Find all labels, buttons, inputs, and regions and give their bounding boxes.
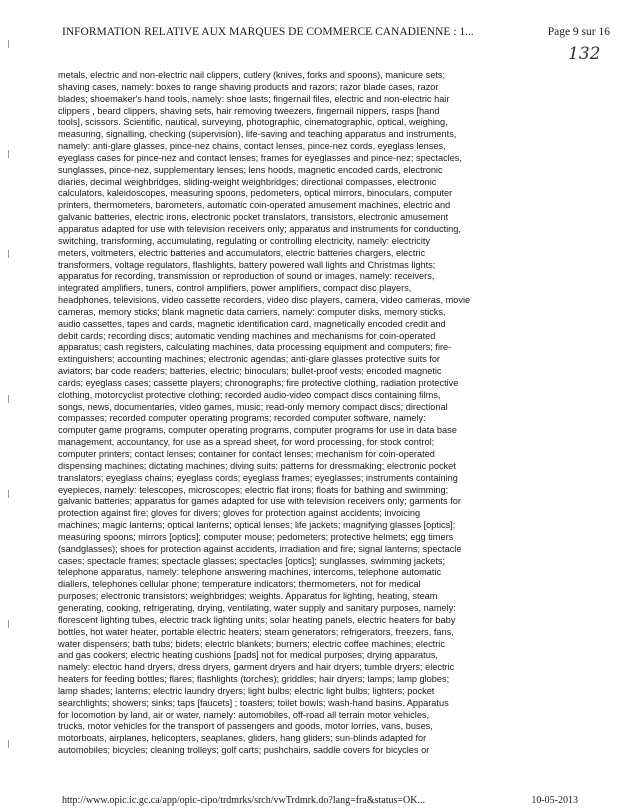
text-line: songs, news, documentaries, video games, music; read-only memory compact discs; directional — [58, 401, 448, 412]
text-line: calculators, kaleidoscopes, measuring spoons, pedometers, optical mirrors, binoculars, computer — [58, 188, 453, 199]
margin-mark — [8, 620, 13, 628]
text-line: debit cards; recording discs; automatic vending machines and mechanisms for coin-operated — [58, 330, 436, 341]
document-body — [58, 70, 558, 757]
text-line: apparatus adapted for use with television receivers only; apparatus and instruments for conducting, — [58, 223, 461, 234]
text-line: (sandglasses); shoes for protection against accidents, irradiation and fire; signal lanterns; spectacle — [58, 543, 462, 554]
text-line: compasses; recorded computer operating programs; recorded computer software, namely: — [58, 413, 426, 424]
page-number: Page 9 sur 16 — [547, 26, 610, 38]
text-line: printers, thermometers, barometers, automatic coin-operated amusement machines, electric and — [58, 200, 451, 211]
text-line: cards; eyeglass cases; cassette players; chronographs; fire protective clothing, radiation protective — [58, 377, 459, 388]
margin-mark — [8, 150, 13, 158]
text-line: machines; magic lanterns; optical lanterns; optical lenses; life jackets; magnifying glasses [optics]; — [58, 520, 456, 531]
text-line: dispensing machines; dictating machines; diving suits; patterns for dressmaking; electronic pocket — [58, 460, 456, 471]
text-line: automobiles; bicycles; cleaning trolleys; golf carts; pushchairs, saddle covers for bicycles or — [58, 745, 430, 756]
text-line: apparatus; cash registers, calculating machines, data processing equipment and computers; fire- — [58, 342, 452, 353]
page-header — [62, 26, 610, 38]
text-line: cameras, memory sticks; blank magnetic data carriers, namely: computer disks, memory sticks, — [58, 306, 446, 317]
text-line: searchlights; showers; sinks; taps [faucets] ; toasters; toilet bowls; wash-hand basins. Apparatus — [58, 697, 449, 708]
text-line: measuring spoons; mirrors [optics]; computer mouse; pedometers; protective helmets; egg timers — [58, 531, 454, 542]
handwritten-page-number: 132 — [568, 44, 601, 64]
text-line: bottles, hot water heater, portable electric heaters; steam generators; refrigerators, freezers, fans, — [58, 626, 454, 637]
source-url: http://www.opic.ic.gc.ca/app/opic-cipo/trdmrks/srch/vwTrdmrk.do?lang=fra&status=OK... — [62, 795, 425, 806]
text-line: namely: anti-glare glasses, pince-nez chains, contact lenses, pince-nez cords, eyeglass lenses, — [58, 141, 446, 152]
margin-mark — [8, 250, 13, 258]
text-line: tools], scissors. Scientific, nautical, surveying, photographic, cinematographic, optical, weighing, — [58, 117, 448, 128]
text-line: florescent lighting tubes, electric track lighting units; solar heating panels, electric heaters for baby — [58, 614, 456, 625]
text-line: galvanic batteries; apparatus for games adapted for use with television receivers only; garments for — [58, 496, 461, 507]
text-line: switching, transforming, accumulating, regulating or controlling electricity, namely: electricity — [58, 235, 431, 246]
text-line: telephone apparatus, namely: telephone answering machines, intercoms, telephone automatic — [58, 567, 442, 578]
text-line: headphones, televisions, video cassette recorders, video disc players, camera, video cameras, movie — [58, 295, 471, 306]
text-line: clippers , beard clippers, shaving sets, hair removing tweezers, fingernail nippers, rasps [hand — [58, 105, 440, 116]
text-line: management, accountancy, for use as a spread sheet, for word processing, for stock control; — [58, 437, 435, 448]
document-title: INFORMATION RELATIVE AUX MARQUES DE COMMERCE CANADIENNE : 1... — [62, 26, 474, 38]
text-line: extinguishers; accounting machines; electronic agendas; anti-glare glasses protective suits for — [58, 354, 440, 365]
text-line: galvanic batteries, electric irons, electronic pocket translators, transistors, electronic amusement — [58, 212, 449, 223]
text-line: shaving cases, namely: boxes to range shaving products and razors; razor blade cases, razor — [58, 81, 439, 92]
text-line: aviators; bar code readers; batteries, electric; binoculars; bullet-proof vests; encoded magnetic — [58, 366, 442, 377]
margin-mark — [8, 395, 13, 403]
text-line: meters, voltmeters, electric batteries and accumulators, electric batteries chargers, electric — [58, 247, 426, 258]
page-footer — [62, 795, 578, 806]
text-line: protection against fire; gloves for divers; gloves for protection against accidents; invoicing — [58, 508, 421, 519]
text-line: measuring, signalling, checking (supervision), life-saving and teaching apparatus and instruments, — [58, 129, 457, 140]
text-line: generating, cooking, refrigerating, drying, ventilating, water supply and sanitary purposes, namely: — [58, 602, 456, 613]
text-line: trucks, motor vehicles for the transport of passengers and goods, motor lorries, vans, buses, — [58, 721, 433, 732]
text-line: blades; shoemaker's hand tools, namely: shoe lasts; fingernail files, electric and non-electric hair — [58, 93, 450, 104]
text-line: computer printers; contact lenses; container for contact lenses; mechanism for coin-operated — [58, 449, 435, 459]
text-line: lamp shades; lanterns; electric laundry dryers; light bulbs; electric light bulbs; lighters; pocket — [58, 685, 435, 696]
text-line: translators; eyeglass chains; eyeglass cords; eyeglass frames; eyeglasses; instruments containing — [58, 472, 458, 483]
margin-mark — [8, 40, 13, 48]
text-line: sunglasses, pince-nez, supplementary lenses; lens hoods, magnetic encoded cards, electronic — [58, 164, 443, 175]
text-line: purposes; electronic transistors; weighbridges; weights. Apparatus for lighting, heating, steam — [58, 591, 438, 602]
text-line: metals, electric and non-electric nail clippers, cutlery (knives, forks and spoons), manicure sets; — [58, 70, 446, 80]
text-line: and gas cookers; electric heating cushions [pads] not for medical purposes; drying apparatus, — [58, 650, 438, 661]
text-line: for locomotion by land, air or water, namely: automobiles, off-road all terrain motor vehicles, — [58, 709, 430, 720]
text-line: cases; spectacle frames; spectacle glasses; spectacles [optics]; sunglasses, swimming jackets; — [58, 555, 446, 566]
text-line: computer game programs, computer operating programs, computer programs for use in data base — [58, 425, 457, 436]
text-line: audio cassettes, tapes and cards, magnetic identification card, magnetically encoded credit and — [58, 318, 446, 329]
margin-mark — [8, 740, 13, 748]
margin-mark — [8, 490, 13, 498]
text-line: diallers, telephones cellular phone; temperature indicators; thermometers, not for medical — [58, 579, 421, 590]
text-line: apparatus for recording, transmission or reproduction of sound or images, namely: receivers, — [58, 271, 435, 282]
text-line: eyepieces, namely: telescopes, microscopes; electric flat irons; floats for bathing and swimming; — [58, 484, 449, 495]
text-line: heaters for feeding bottles; flares; flashlights (torches); griddles; hair dryers; lamps; lamp globes; — [58, 674, 450, 685]
text-line: namely: electric hand dryers, dress dryers, garment dryers and hair dryers; tumble dryers; electric — [58, 662, 455, 673]
print-date: 10-05-2013 — [531, 795, 578, 806]
text-line: diaries, decimal weighbridges, sliding-weight weighbridges; directional compasses, electronic — [58, 176, 437, 187]
text-line: transformers, voltage regulators, flashlights, battery powered wall lights and Christmas lights; — [58, 259, 436, 270]
text-line: integrated amplifiers, tuners, control amplifiers, power amplifiers, compact disc players, — [58, 283, 412, 294]
text-line: motorboats, airplanes, helicopters, seaplanes, gliders, hang gliders; sun-blinds adapted for — [58, 733, 427, 744]
text-line: clothing, motorcyclist protective clothing; recorded audio-video compact discs containing films, — [58, 389, 441, 400]
text-line: eyeglass cases for pince-nez and contact lenses; frames for eyeglasses and pince-nez; spectacles, — [58, 152, 462, 163]
text-line: water dispensers; bath tubs; bidets; electric blankets; burners; electric coffee machines; electric — [58, 638, 445, 649]
